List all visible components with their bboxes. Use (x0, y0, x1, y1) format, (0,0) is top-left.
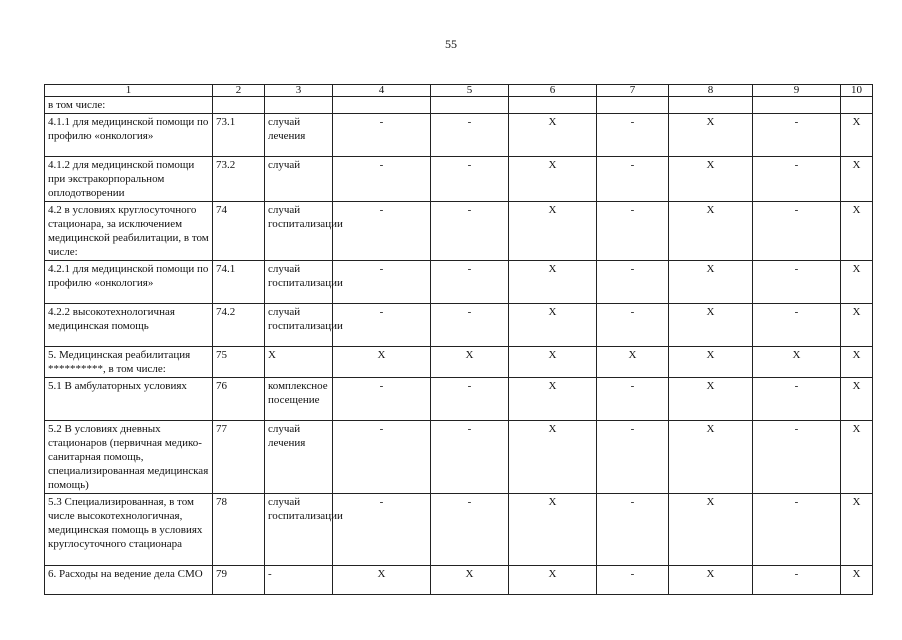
value-cell: Х (669, 421, 753, 494)
value-cell: Х (431, 347, 509, 378)
table-row (45, 97, 873, 114)
value-cell (509, 97, 597, 114)
value-cell: Х (509, 261, 597, 304)
value-cell: - (333, 202, 431, 261)
row-unit-cell (265, 97, 333, 114)
row-unit-cell: случай (265, 157, 333, 202)
table-row (45, 378, 873, 421)
row-unit-cell: - (265, 566, 333, 595)
value-cell: - (431, 157, 509, 202)
table-row (45, 202, 873, 261)
row-code-cell: 74.2 (213, 304, 265, 347)
value-cell: - (753, 114, 841, 157)
value-cell: Х (841, 566, 873, 595)
value-cell: Х (841, 347, 873, 378)
header-cell: 3 (265, 85, 333, 97)
header-cell: 1 (45, 85, 213, 97)
value-cell: - (597, 421, 669, 494)
table-row (45, 304, 873, 347)
data-table (44, 84, 873, 595)
value-cell: - (753, 378, 841, 421)
value-cell: - (431, 378, 509, 421)
value-cell: Х (841, 421, 873, 494)
value-cell: Х (669, 157, 753, 202)
value-cell: - (597, 494, 669, 566)
value-cell: Х (841, 114, 873, 157)
value-cell: Х (841, 378, 873, 421)
header-cell: 9 (753, 85, 841, 97)
header-cell: 10 (841, 85, 873, 97)
value-cell: - (597, 202, 669, 261)
header-cell: 4 (333, 85, 431, 97)
row-code-cell: 79 (213, 566, 265, 595)
row-unit-cell: случай лечения (265, 421, 333, 494)
row-code-cell (213, 97, 265, 114)
value-cell: Х (509, 114, 597, 157)
value-cell: Х (753, 347, 841, 378)
value-cell: - (753, 494, 841, 566)
value-cell: - (597, 304, 669, 347)
value-cell: Х (669, 378, 753, 421)
row-code-cell: 77 (213, 421, 265, 494)
value-cell: - (597, 378, 669, 421)
value-cell: - (431, 202, 509, 261)
row-name-cell: 5. Медицинская реабилитация **********, в том числе: (45, 347, 213, 378)
value-cell: Х (669, 202, 753, 261)
row-name-cell: 5.2 В условиях дневных стационаров (первичная медико-санитарная помощь, специализированная медицинская помощь) (45, 421, 213, 494)
row-name-cell: 4.1.1 для медицинской помощи по профилю «онкология» (45, 114, 213, 157)
value-cell: Х (597, 347, 669, 378)
table-row (45, 114, 873, 157)
value-cell (431, 97, 509, 114)
value-cell: Х (669, 114, 753, 157)
header-cell: 2 (213, 85, 265, 97)
value-cell: Х (509, 202, 597, 261)
value-cell: - (333, 157, 431, 202)
value-cell: - (333, 378, 431, 421)
row-unit-cell: случай госпитализации (265, 261, 333, 304)
row-unit-cell: случай лечения (265, 114, 333, 157)
row-name-cell: 4.2.2 высокотехнологичная медицинская помощь (45, 304, 213, 347)
table-row (45, 347, 873, 378)
row-name-cell: 4.2.1 для медицинской помощи по профилю «онкология» (45, 261, 213, 304)
value-cell (333, 97, 431, 114)
value-cell: - (753, 421, 841, 494)
table-row (45, 494, 873, 566)
value-cell: - (431, 494, 509, 566)
value-cell: - (333, 304, 431, 347)
header-cell: 6 (509, 85, 597, 97)
value-cell: Х (333, 566, 431, 595)
value-cell: Х (509, 494, 597, 566)
row-unit-cell: случай госпитализации (265, 494, 333, 566)
value-cell: - (597, 566, 669, 595)
row-code-cell: 74.1 (213, 261, 265, 304)
value-cell: - (431, 421, 509, 494)
table-body (45, 97, 873, 595)
row-unit-cell: случай госпитализации (265, 202, 333, 261)
value-cell: - (597, 114, 669, 157)
value-cell: - (333, 494, 431, 566)
table-row (45, 261, 873, 304)
value-cell: Х (669, 494, 753, 566)
value-cell: Х (509, 304, 597, 347)
row-code-cell: 74 (213, 202, 265, 261)
header-row (45, 85, 873, 97)
value-cell: - (753, 261, 841, 304)
value-cell: Х (509, 378, 597, 421)
value-cell: Х (841, 261, 873, 304)
value-cell: Х (431, 566, 509, 595)
table-row (45, 566, 873, 595)
value-cell: - (431, 114, 509, 157)
value-cell: Х (669, 304, 753, 347)
value-cell: - (753, 304, 841, 347)
table-row (45, 421, 873, 494)
row-name-cell: в том числе: (45, 97, 213, 114)
row-name-cell: 5.1 В амбулаторных условиях (45, 378, 213, 421)
value-cell: - (431, 304, 509, 347)
value-cell: Х (841, 494, 873, 566)
value-cell: - (597, 157, 669, 202)
value-cell: Х (333, 347, 431, 378)
row-unit-cell: случай госпитализации (265, 304, 333, 347)
row-code-cell: 78 (213, 494, 265, 566)
page-number: 55 (445, 37, 457, 51)
row-code-cell: 76 (213, 378, 265, 421)
value-cell: Х (669, 261, 753, 304)
row-code-cell: 75 (213, 347, 265, 378)
table-row (45, 157, 873, 202)
header-cell: 5 (431, 85, 509, 97)
value-cell: - (753, 566, 841, 595)
row-name-cell: 4.1.2 для медицинской помощи при экстракорпоральном оплодотворении (45, 157, 213, 202)
row-unit-cell: Х (265, 347, 333, 378)
value-cell (597, 97, 669, 114)
header-cell: 8 (669, 85, 753, 97)
row-code-cell: 73.2 (213, 157, 265, 202)
row-code-cell: 73.1 (213, 114, 265, 157)
value-cell: Х (509, 421, 597, 494)
row-name-cell: 4.2 в условиях круглосуточного стационара, за исключением медицинской реабилитации, в том числе: (45, 202, 213, 261)
row-name-cell: 5.3 Специализированная, в том числе высокотехнологичная, медицинская помощь в условиях круглосуточного стационара (45, 494, 213, 566)
value-cell: Х (509, 566, 597, 595)
value-cell: - (597, 261, 669, 304)
row-name-cell: 6. Расходы на ведение дела СМО (45, 566, 213, 595)
value-cell (669, 97, 753, 114)
row-unit-cell: комплексное посещение (265, 378, 333, 421)
value-cell (753, 97, 841, 114)
value-cell: Х (669, 347, 753, 378)
header-cell: 7 (597, 85, 669, 97)
value-cell: - (753, 202, 841, 261)
value-cell: Х (841, 202, 873, 261)
value-cell: - (753, 157, 841, 202)
value-cell (841, 97, 873, 114)
value-cell: Х (509, 157, 597, 202)
value-cell: - (333, 114, 431, 157)
value-cell: - (333, 261, 431, 304)
value-cell: Х (669, 566, 753, 595)
value-cell: Х (841, 157, 873, 202)
value-cell: - (333, 421, 431, 494)
value-cell: Х (509, 347, 597, 378)
value-cell: Х (841, 304, 873, 347)
value-cell: - (431, 261, 509, 304)
